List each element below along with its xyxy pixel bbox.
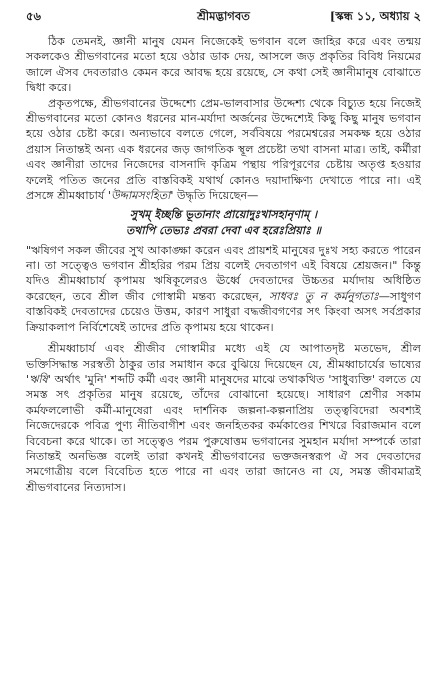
cited-text-title: 'উদ্দামসংহিতা' [107,189,174,203]
page-body [26,34,421,495]
running-header [26,8,421,24]
page-number: ৫৬ [26,9,41,23]
sanskrit-verse [26,207,421,238]
sanskrit-quote: সাধবঃ তু ন কর্মনুগতাঃ [269,289,379,303]
verse-line-2: তথাপি তেভ্যঃ প্রবরা দেবা এব হরেঃপ্রিয়াঃ ॥ [126,224,321,238]
paragraph-1: ঠিক তেমনই, জ্ঞানী মানুষ যেমন নিজেকেই ভগবান বলে জাহির করে এবং তন্ময় সকলকেও শ্রীভগবানের মতো হয়ে ওঠার ডাক দেয়, আসলে জড় প্রকৃতির বিবিধ নিয়মের জালে ঐসব দেবতারাও কেমন করে আবদ্ধ হয়ে রয়েছে, সে কথা সেই জ্ঞানীমানুষ বোঝাতে দ্বিধা করে। [26,35,421,95]
verse-line-1: সুখম্ ইচ্ছন্তি ভূতানাং প্রায়োদুঃখাসহানৃণাম্ । [129,208,318,222]
paragraph-2-tail: উদ্ধৃতি দিয়েছেন— [173,189,259,203]
paragraph-2 [26,96,421,204]
paragraph-4-text: শ্রীমধ্বাচার্য এবং শ্রীজীব গোস্বামীর মধ্যে এই যে আপাতদৃষ্ট মতভেদ, শ্রীল ভক্তিসিদ্ধান্ত সরস্বতী ঠাকুর তার সমাধান করে বুঝিয়ে দিয়েছেন যে, শ্রীমধ্বাচার্যের ভাষ্যের [26,342,421,371]
paragraph-3-text: "ঋষিগণ সকল জীবের সুখ আকাঙ্ক্ষা করেন এবং প্রায়শই মানুষের দুঃখ সহ্য করতে পারেন না। তা সত্ত্বেও ভগবান শ্রীহরির পরম প্রিয় বলেই দেবতাগণ এই বিষয়ে শ্রেয়জন।" কিন্তু যদিও শ্রীমধ্বাচার্য কৃপাময় ঋষিকূলেরও ঊর্ধ্বে দেবতাদের উচ্চতর মর্যাদায় অধিষ্ঠিত করেছেন, তবে শ্রীল জীব গোস্বামী মন্তব্য করেছেন, [26,243,421,303]
paragraph-4-tail: অর্থাৎ 'মুনি' শব্দটি কর্মী এবং জ্ঞানী মানুষদের মাঝে তথাকথিত 'সাধুব্যক্তি' বলতে যে সমস্ত সৎ প্রকৃতির মানুষ রয়েছে, তাঁদের বোঝানো হয়েছে। সাধারণ শ্রেণীর সকাম কর্মফললোভী কর্মী-মানুষেরা এবং দার্শনিক জল্পনা-কল্পনাপ্রিয় তত্ত্ববিদেরা অবশ্যই নিজেদেরকে পবিত্র পুণ্য নীতিবাগীশ এবং জনহিতকর কর্মকাণ্ডের শিখরে বিরাজমান বলে বিবেচনা করে থাকে। তা সত্ত্বেও পরম পুরুষোত্তম ভগবানের সুমহান মর্যাদা সম্পর্কে তারা নিতান্তই অনভিজ্ঞ বলেই তারা কখনই শ্রীভগবানের ভক্তজনস্বরূপ ঐ সব দেবতাদের সমগোত্রীয় বলে বিবেচিত হতে পারে না এবং তারা জানেও না যে, সমস্ত জীবমাত্রই শ্রীভগবানের নিত্যদাস। [26,372,421,494]
term-rishi: 'ঋষি' [26,372,51,386]
paragraph-4 [26,341,421,495]
paragraph-3-tail: —সাধুগণ বাস্তবিকই দেবতাদের চেয়েও উত্তম, কারণ সাধুরা বদ্ধজীবগণের সৎ কিংবা অসৎ সর্বপ্রকার ক্রিয়াকলাপ নির্বিশেষেই তাদের প্রতি কৃপাময় হয়ে থাকেন। [26,289,421,334]
paragraph-3 [26,243,421,335]
canto-chapter-reference: [স্কন্ধ ১১, অধ্যায় ২ [329,9,421,23]
paragraph-2-text: প্রকৃতপক্ষে, শ্রীভগবানের উদ্দেশ্যে প্রেম-ভালবাসার উদ্দেশ্য থেকে বিচ্যুত হয়ে নিজেই শ্রীভগবানের মতো কোনও ধরনের মান-মর্যাদা অর্জনের উদ্দেশ্যেই কিছু কিছু মানুষ ভগবান হয়ে ওঠার চেষ্টা করে। অন্যভাবে বলতে গেলে, সর্ববিষয়ে পরমেশ্বরের সমকক্ষ হয়ে ওঠার প্রয়াস নিতান্তই অন্য এক ধরনের জড় জাগতিক স্থূল প্রচেষ্টা তথা বাসনা মাত্র। তাই, কর্মীরা এবং জ্ঞানীরা তাদের নিজেদের বাসনাদি কৃত্রিম পন্থায় পরিপূরণের চেষ্টায় অতৃপ্ত হওয়ার ফলেই পতিত জনের প্রতি বাস্তবিকই যথার্থ কোনও দয়াদাক্ষিণ্য দেখাতে পারে না। এই প্রসঙ্গে শ্রীমধ্বাচার্য [26,96,421,203]
book-title: শ্রীমদ্ভাগবত [197,9,250,23]
